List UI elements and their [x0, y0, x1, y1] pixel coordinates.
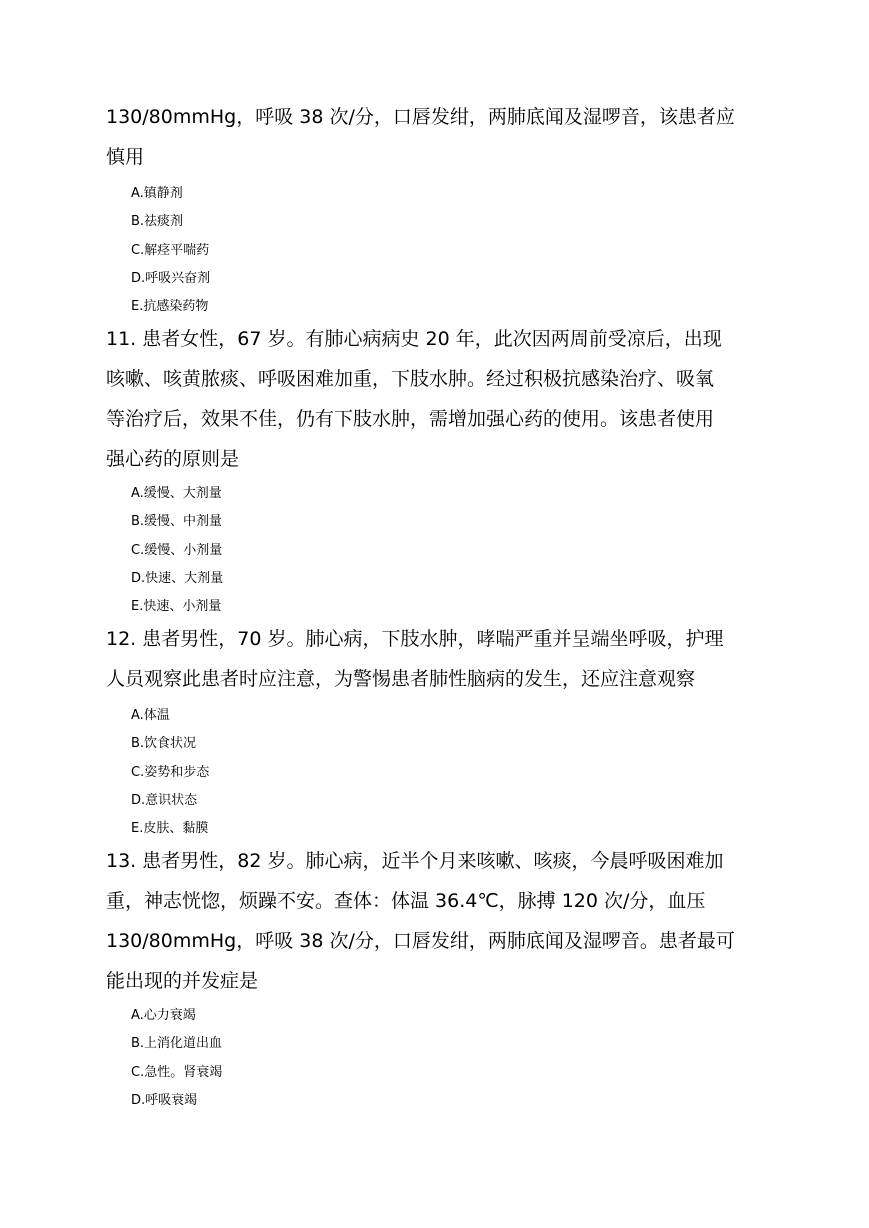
option-d: D.快速、大剂量: [131, 570, 224, 586]
question-text-line: 咳嗽、咳黄脓痰、呼吸困难加重，下肢水肿。经过积极抗感染治疗、吸氧: [106, 368, 715, 390]
option-a: A.心力衰竭: [131, 1008, 196, 1023]
question-10-stem: [106, 97, 766, 177]
question-text-line: 130/80mmHg，呼吸 38 次/分，口唇发绀，两肺底闻及湿啰音。患者最可: [106, 930, 735, 952]
option-a: A.体温: [131, 708, 170, 723]
question-13-options: [131, 1002, 222, 1115]
option-e: E.快速、小剂量: [131, 599, 222, 615]
option-b: B.饮食状况: [131, 736, 197, 752]
question-10-options: [131, 180, 210, 321]
option-c: C.急性。肾衰竭: [131, 1064, 223, 1080]
option-b: B.祛痰剂: [131, 214, 184, 230]
question-11-stem: [106, 319, 766, 479]
question-text-line: 13. 患者男性，82 岁。肺心病，近半个月来咳嗽、咳痰，今晨呼吸困难加: [106, 850, 724, 872]
question-text-line: 慎用: [106, 146, 145, 168]
question-text-line: 人员观察此患者时应注意，为警惕患者肺性脑病的发生，还应注意观察: [106, 668, 696, 690]
option-c: C.解痉平喘药: [131, 242, 210, 258]
question-text-line: 强心药的原则是: [106, 448, 240, 470]
option-d: D.意识状态: [131, 792, 198, 808]
question-11-options: [131, 480, 223, 621]
option-e: E.抗感染药物: [131, 299, 209, 315]
option-e: E.皮肤、黏膜: [131, 821, 209, 837]
option-b: B.上消化道出血: [131, 1036, 223, 1052]
option-b: B.缓慢、中剂量: [131, 514, 223, 530]
option-a: A.缓慢、大剂量: [131, 486, 222, 501]
option-d: D.呼吸衰竭: [131, 1092, 198, 1108]
option-c: C.姿势和步态: [131, 764, 210, 780]
question-text-line: 130/80mmHg，呼吸 38 次/分，口唇发绀，两肺底闻及湿啰音，该患者应: [106, 106, 735, 128]
option-d: D.呼吸兴奋剂: [131, 270, 211, 286]
question-text-line: 能出现的并发症是: [106, 970, 259, 992]
option-c: C.缓慢、小剂量: [131, 542, 223, 558]
question-12-options: [131, 702, 209, 843]
question-text-line: 重，神志恍惚，烦躁不安。查体：体温 36.4℃，脉搏 120 次/分，血压: [106, 890, 706, 912]
question-text-line: 等治疗后，效果不佳，仍有下肢水肿，需增加强心药的使用。该患者使用: [106, 408, 715, 430]
question-13-stem: [106, 841, 766, 1001]
option-a: A.镇静剂: [131, 186, 183, 201]
question-text-line: 11. 患者女性，67 岁。有肺心病病史 20 年，此次因两周前受凉后，出现: [106, 328, 722, 350]
question-text-line: 12. 患者男性，70 岁。肺心病，下肢水肿，哮喘严重并呈端坐呼吸，护理: [106, 628, 724, 650]
question-12-stem: [106, 619, 766, 699]
